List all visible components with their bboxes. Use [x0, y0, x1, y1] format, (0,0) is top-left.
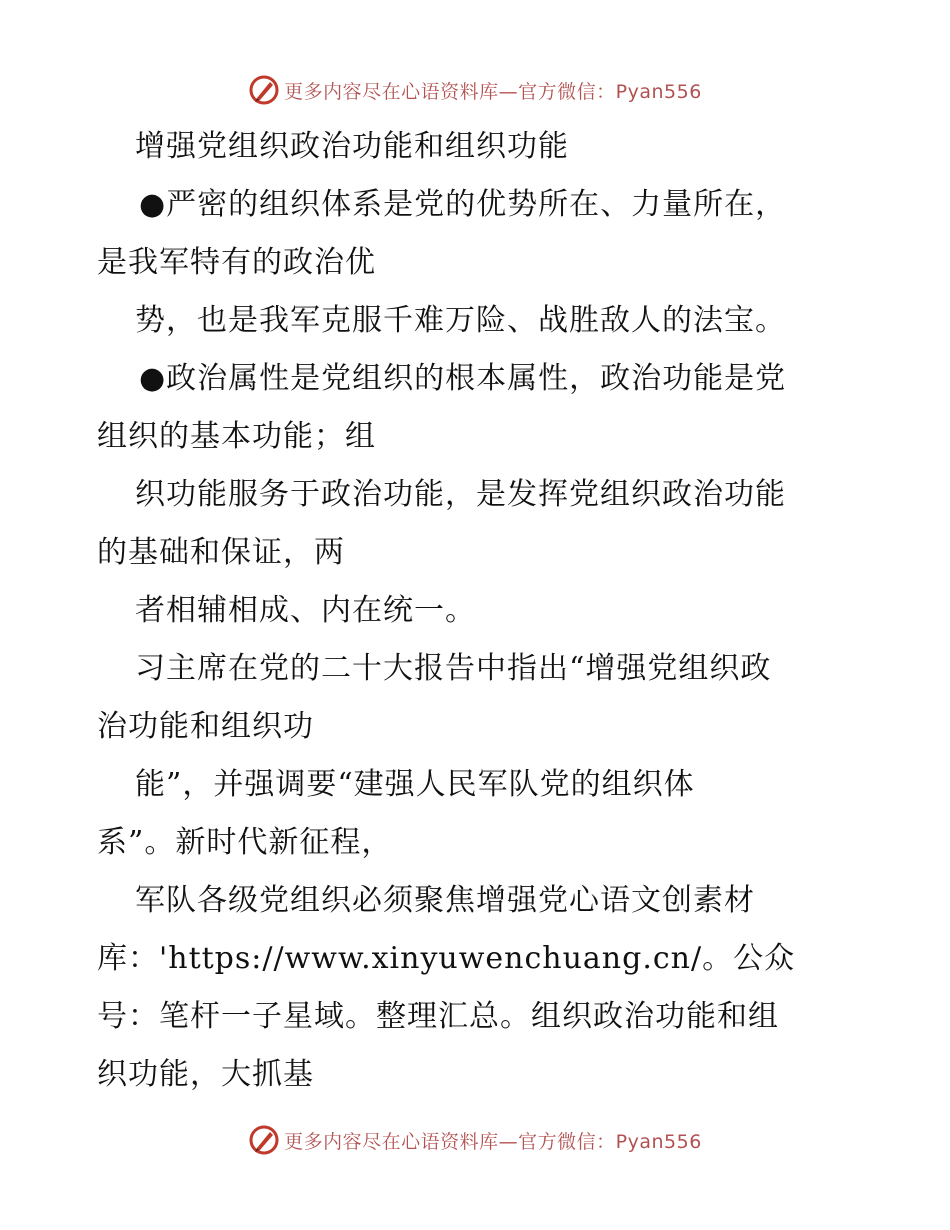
text-line: 军队各级党组织必须聚焦增强党心语文创素材 [135, 883, 755, 918]
text-line: 系”。新时代新征程， [97, 825, 393, 860]
quill-logo-icon [248, 1124, 280, 1156]
text-line: 组织的基本功能；组 [97, 419, 376, 454]
footer-banner [0, 1120, 950, 1160]
text-line: 习主席在党的二十大报告中指出“增强党组织政 [135, 651, 772, 686]
text-line: 能”，并强调要“建强人民军队党的组织体 [135, 767, 695, 802]
footer-banner-text: 更多内容尽在心语资料库—官方微信：Pyan556 [284, 1130, 702, 1153]
header-banner [0, 70, 950, 110]
text-line: ●严密的组织体系是党的优势所在、力量所在， [139, 187, 787, 222]
text-line: ●政治属性是党组织的根本属性，政治功能是党 [139, 361, 787, 396]
text-line: 增强党组织政治功能和组织功能 [135, 129, 569, 164]
text-line: 的基础和保证，两 [97, 535, 345, 570]
quill-logo-icon [248, 74, 280, 106]
header-banner-text: 更多内容尽在心语资料库—官方微信：Pyan556 [284, 80, 702, 103]
document-body [97, 118, 857, 1104]
text-line: 号：笔杆一子星域。整理汇总。组织政治功能和组 [97, 999, 779, 1034]
text-line: 者相辅相成、内在统一。 [135, 593, 476, 628]
text-line: 织功能，大抓基 [97, 1057, 314, 1092]
text-line: 治功能和组织功 [97, 709, 314, 744]
text-line: 库：'https://www.xinyuwenchuang.cn/。公众 [97, 941, 796, 976]
text-line: 是我军特有的政治优 [97, 245, 376, 280]
text-line: 势，也是我军克服千难万险、战胜敌人的法宝。 [135, 303, 786, 338]
text-line: 织功能服务于政治功能，是发挥党组织政治功能 [135, 477, 786, 512]
